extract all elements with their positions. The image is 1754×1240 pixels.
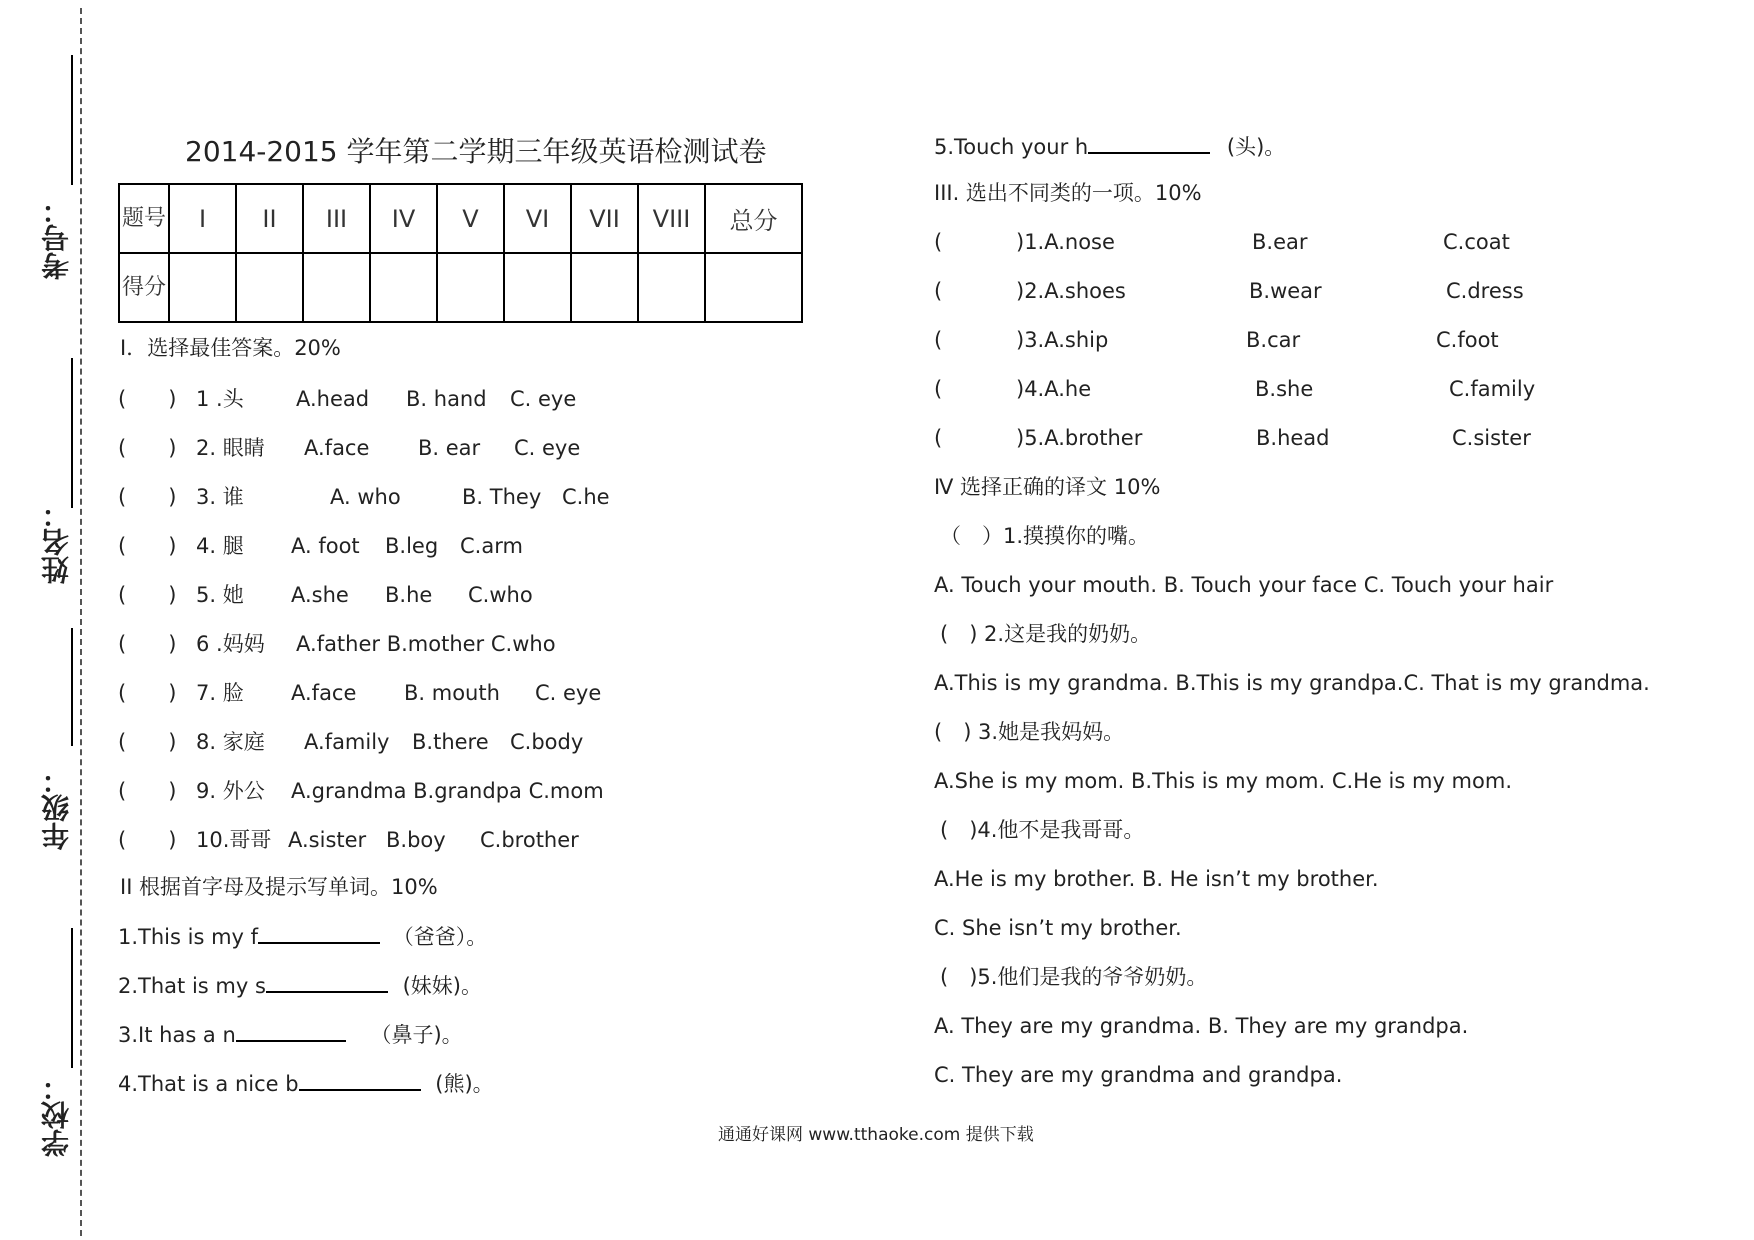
answer-paren[interactable]: ( )	[118, 681, 177, 705]
question-text: 3. 谁	[196, 485, 244, 509]
score-cell[interactable]	[236, 253, 303, 322]
grade-blank	[71, 628, 73, 746]
question-text: 1 .头	[196, 387, 244, 411]
option-a: A. foot	[291, 534, 360, 558]
score-table-score-row	[119, 253, 802, 322]
answer-paren[interactable]: ( )	[118, 779, 177, 803]
translation-options-4-c: C. She isn’t my brother.	[934, 916, 1182, 940]
header-cell: II	[236, 184, 303, 253]
translation-options-4: A.He is my brother. B. He isn’t my brother.	[934, 867, 1379, 891]
option-c: C.brother	[480, 828, 579, 852]
option-a: A.father B.mother C.who	[296, 632, 556, 656]
fill-blank-hint: （鼻子)。	[370, 1023, 463, 1047]
answer-paren[interactable]: ( )	[118, 828, 177, 852]
score-cell[interactable]	[169, 253, 236, 322]
question-text: 2. 眼睛	[196, 436, 265, 460]
score-cell[interactable]	[303, 253, 370, 322]
option-a: )3.A.ship	[1016, 328, 1109, 352]
option-c: C.coat	[1443, 230, 1510, 254]
name-label: 姓名：	[40, 500, 73, 584]
option-a: )1.A.nose	[1016, 230, 1115, 254]
fill-blank-item	[934, 132, 1285, 160]
translation-options-2: A.This is my grandma. B.This is my grandpa.C. That is my grandma.	[934, 671, 1650, 695]
translation-question-5: ( )5.他们是我的爷爷奶奶。	[940, 965, 1208, 989]
grade-label: 年级：	[40, 766, 73, 850]
option-a: )5.A.brother	[1016, 426, 1143, 450]
header-cell: V	[437, 184, 504, 253]
answer-blank[interactable]	[258, 922, 380, 944]
score-table	[118, 183, 803, 323]
translation-question-4: ( )4.他不是我哥哥。	[940, 818, 1145, 842]
option-b: B.boy	[386, 828, 446, 852]
option-c: C. eye	[535, 681, 602, 705]
option-c: C. eye	[514, 436, 581, 460]
fill-blank-item	[118, 1020, 463, 1048]
option-a: A.face	[304, 436, 370, 460]
fill-blank-prompt: 4.That is a nice b	[118, 1072, 299, 1096]
option-b: B.he	[385, 583, 433, 607]
fill-blank-prompt: 2.That is my s	[118, 974, 266, 998]
score-cell[interactable]	[437, 253, 504, 322]
answer-paren[interactable]: (	[934, 377, 943, 401]
score-cell[interactable]	[571, 253, 638, 322]
question-text: 4. 腿	[196, 534, 244, 558]
option-b: B. hand	[406, 387, 487, 411]
header-cell: VIII	[638, 184, 705, 253]
question-text: 8. 家庭	[196, 730, 265, 754]
name-blank	[71, 358, 73, 508]
option-c: C.sister	[1452, 426, 1531, 450]
option-b: B. They	[462, 485, 542, 509]
translation-options-5: A. They are my grandma. B. They are my grandpa.	[934, 1014, 1469, 1038]
question-text: 5. 她	[196, 583, 244, 607]
row-label-question-no: 题号	[119, 184, 169, 253]
answer-blank[interactable]	[1088, 132, 1210, 154]
exam-no-blank	[71, 55, 73, 185]
answer-paren[interactable]: ( )	[118, 534, 177, 558]
row-label-score: 得分	[119, 253, 169, 322]
school-label: 学校：	[40, 1073, 73, 1157]
option-c: C.body	[510, 730, 584, 754]
answer-paren[interactable]: ( )	[118, 387, 177, 411]
fill-blank-prompt: 3.It has a n	[118, 1023, 236, 1047]
fill-blank-item	[118, 922, 487, 950]
answer-paren[interactable]: ( )	[118, 583, 177, 607]
option-c: C.who	[468, 583, 533, 607]
section3-heading: III. 选出不同类的一项。10%	[934, 181, 1202, 205]
score-table-header-row	[119, 184, 802, 253]
answer-paren[interactable]: (	[934, 426, 943, 450]
answer-paren[interactable]: (	[934, 230, 943, 254]
option-c: C.he	[562, 485, 610, 509]
option-b: B.there	[412, 730, 489, 754]
translation-options-3: A.She is my mom. B.This is my mom. C.He is my mom.	[934, 769, 1512, 793]
answer-blank[interactable]	[299, 1069, 421, 1091]
option-a: )4.A.he	[1016, 377, 1092, 401]
header-cell: VI	[504, 184, 571, 253]
option-b: B. mouth	[404, 681, 500, 705]
score-cell[interactable]	[638, 253, 705, 322]
option-c: C.arm	[460, 534, 523, 558]
option-b: B.leg	[385, 534, 439, 558]
option-c: C.dress	[1446, 279, 1524, 303]
answer-paren[interactable]: ( )	[118, 730, 177, 754]
score-cell[interactable]	[504, 253, 571, 322]
fill-blank-hint: （爸爸）。	[392, 925, 488, 949]
option-a: A.family	[304, 730, 390, 754]
option-a: )2.A.shoes	[1016, 279, 1126, 303]
translation-options-5-c: C. They are my grandma and grandpa.	[934, 1063, 1343, 1087]
header-cell-total: 总分	[705, 184, 802, 253]
translation-options-1: A. Touch your mouth. B. Touch your face C. Touch your hair	[934, 573, 1554, 597]
header-cell: I	[169, 184, 236, 253]
exam-title: 2014-2015 学年第二学期三年级英语检测试卷	[185, 135, 767, 168]
footer-source: 通通好课网 www.tthaoke.com 提供下载	[718, 1125, 1034, 1145]
option-c: C.foot	[1436, 328, 1499, 352]
fill-blank-item	[118, 971, 482, 999]
answer-paren[interactable]: ( )	[118, 485, 177, 509]
answer-paren[interactable]: (	[934, 279, 943, 303]
question-text: 6 .妈妈	[196, 632, 265, 656]
header-cell: III	[303, 184, 370, 253]
fill-blank-prompt: 1.This is my f	[118, 925, 259, 949]
score-cell[interactable]	[370, 253, 437, 322]
option-b: B.wear	[1249, 279, 1322, 303]
fill-blank-hint: (妹妹)。	[402, 974, 482, 998]
translation-question-1: （ ）1.摸摸你的嘴。	[940, 524, 1150, 548]
fill-blank-prompt: 5.Touch your h	[934, 135, 1089, 159]
option-b: B. ear	[418, 436, 481, 460]
option-b: B.ear	[1252, 230, 1308, 254]
fill-blank-hint: (熊)。	[435, 1072, 494, 1096]
score-cell-total[interactable]	[705, 253, 802, 322]
option-a: A.sister	[288, 828, 367, 852]
option-c: C. eye	[510, 387, 577, 411]
section1-heading: Ⅰ．选择最佳答案。20%	[120, 336, 341, 360]
fill-blank-hint: (头)。	[1226, 135, 1286, 159]
option-a: A.head	[296, 387, 370, 411]
option-c: C.family	[1449, 377, 1536, 401]
exam-no-label: 考号：	[40, 196, 73, 280]
option-a: A. who	[330, 485, 401, 509]
answer-paren[interactable]: ( )	[118, 632, 177, 656]
option-b: B.head	[1256, 426, 1330, 450]
header-cell: IV	[370, 184, 437, 253]
option-a: A.she	[291, 583, 349, 607]
fill-blank-item	[118, 1069, 494, 1097]
section2-heading: II 根据首字母及提示写单词。10%	[120, 875, 438, 899]
question-text: 10.哥哥	[196, 828, 272, 852]
translation-question-2: ( ) 2.这是我的奶奶。	[940, 622, 1152, 646]
question-text: 7. 脸	[196, 681, 244, 705]
option-b: B.car	[1246, 328, 1301, 352]
option-a: A.grandma B.grandpa C.mom	[291, 779, 604, 803]
translation-question-3: ( ) 3.她是我妈妈。	[934, 720, 1125, 744]
question-text: 9. 外公	[196, 779, 265, 803]
school-blank	[71, 928, 73, 1068]
section4-heading: Ⅳ 选择正确的译文 10%	[934, 475, 1161, 499]
answer-paren[interactable]: (	[934, 328, 943, 352]
answer-paren[interactable]: ( )	[118, 436, 177, 460]
option-a: A.face	[291, 681, 357, 705]
binding-margin-line	[80, 8, 82, 1236]
answer-blank[interactable]	[266, 971, 388, 993]
option-b: B.she	[1255, 377, 1314, 401]
answer-blank[interactable]	[236, 1020, 346, 1042]
header-cell: VII	[571, 184, 638, 253]
